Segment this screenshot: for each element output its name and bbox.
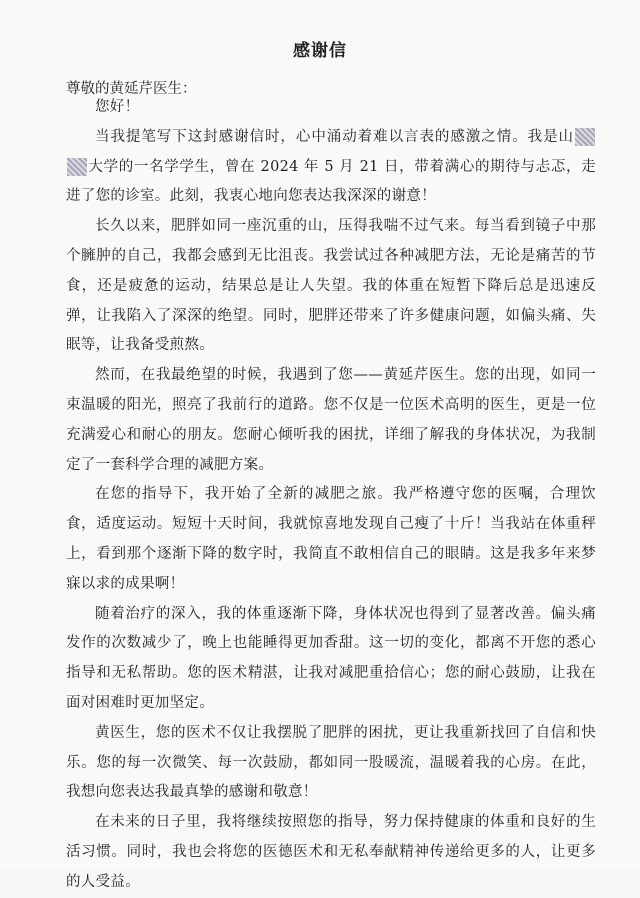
- letter-title: 感谢信: [293, 41, 347, 61]
- paragraph-intro: [66, 123, 596, 212]
- paragraph-intro-part1: 当我提笔写下这封感谢信时，心中涌动着难以言表的感激之情。我是山: [95, 128, 574, 145]
- paragraph-2: 长久以来，肥胖如同一座沉重的山，压得我喘不过气来。每当看到镜子中那个臃肿的自己，我都会感到无比沮丧。我尝试过各种减肥方法，无论是痛苦的节食，还是疲惫的运动，结果总是让人失望。我的体重在短暂下降后总是迅速反弹，让我陷入了深深的绝望。同时，肥胖还带来了许多健康问题，如偏头痛、失眠等，让我备受煎熬。: [66, 218, 596, 354]
- paragraph-7: 在未来的日子里，我将继续按照您的指导，努力保持健康的体重和良好的生活习惯。同时，我也会将您的医德医术和无私奉献精神传递给更多的人，让更多的人受益。: [66, 814, 596, 890]
- paragraph-6: 黄医生，您的医术不仅让我摆脱了肥胖的困扰，更让我重新找回了自信和快乐。您的每一次微笑、每一次鼓励，都如同一股暖流，温暖着我的心房。在此，我想向您表达我最真挚的感谢和敬意！: [66, 724, 596, 801]
- letter-body: [66, 93, 596, 898]
- redaction-mark: [575, 128, 595, 146]
- paragraph-3: 然而，在我最绝望的时候，我遇到了您——黄延芹医生。您的出现，如同一束温暖的阳光，照亮了我前行的道路。您不仅是一位医术高明的医生，更是一位充满爱心和耐心的朋友。您耐心倾听我的困扰，详细了解我的身体状况，为我制定了一套科学合理的减肥方案。: [66, 367, 596, 473]
- paragraph-intro-part2: 大学的一名学学生，曾在 2024 年 5 月 21 日，带着满心的期待与忐忑，走进了您的诊室。此刻，我衷心地向您表达我深深的谢意！: [66, 158, 596, 205]
- redaction-mark-2: [67, 158, 87, 176]
- paragraph-5: 随着治疗的深入，我的体重逐渐下降，身体状况也得到了显著改善。偏头痛发作的次数减少了，晚上也能睡得更加香甜。这一切的变化，都离不开您的悉心指导和无私帮助。您的医术精湛，让我对减肥重拾信心；您的耐心鼓励，让我在面对困难时更加坚定。: [66, 605, 596, 711]
- salutation: 尊敬的黄延芹医生：: [66, 81, 197, 97]
- greeting: 您好！: [95, 99, 140, 115]
- paragraph-4: 在您的指导下，我开始了全新的减肥之旅。我严格遵守您的医嘱，合理饮食，适度运动。短短十天时间，我就惊喜地发现自己瘦了十斤！当我站在体重秤上，看到那个逐渐下降的数字时，我简直不敢相信自己的眼睛。这是我多年来梦寐以求的成果啊！: [66, 486, 596, 592]
